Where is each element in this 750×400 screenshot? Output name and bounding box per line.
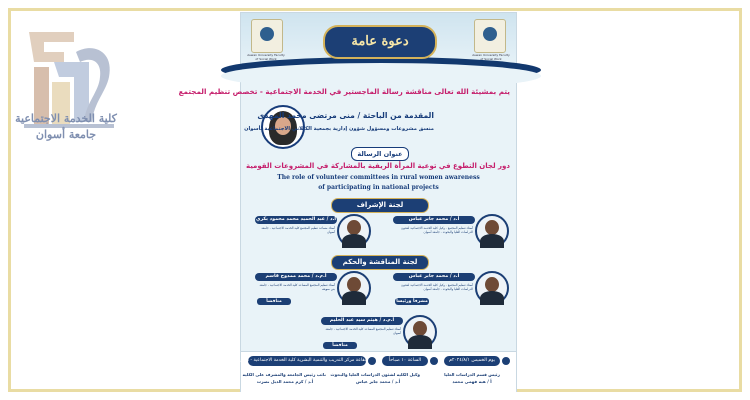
committee-name: أ.م.د / هيثم سيد عبد الحليم [321, 317, 403, 325]
committee-card [251, 271, 371, 303]
discussion-committee-title: لجنة المناقشة والحكم [331, 255, 429, 270]
committee-card [389, 271, 509, 303]
watermark-line-2: جامعة أسوان [35, 128, 97, 141]
invitation-badge: دعوة عامة [323, 25, 437, 59]
faculty-logo-watermark [14, 22, 124, 172]
signature-left-name: أ.د / كرم محمد الدبل نصرت [256, 379, 314, 384]
committee-card [317, 315, 437, 347]
committee-role: مشرفاً ورئيساً [396, 299, 428, 304]
signature-middle-name: أ.د / محمد جابر عباس [355, 379, 401, 384]
presenter-name: المقدمة من الباحثة / منى مرتضى محمد المهدى [257, 111, 434, 120]
committee-role: مناقشاً [257, 298, 291, 305]
signature-right-title: رئيس قسم الدراسات العليا [444, 372, 500, 377]
event-date: يوم الخميس ٢٠٢٤/٨/١م [444, 356, 500, 366]
signature-right-name: أ / هبة فهمي محمد [452, 379, 492, 384]
event-place: بقاعة مركز التدريب والتنمية البشرية كلية الخدمة الاجتماعية - الدور الرابع [248, 356, 366, 366]
signature-left-title: نائب رئيس الجامعة والمشرف على الكلية [242, 372, 326, 377]
watermark-line-1: كلية الخدمة الاجتماعية [15, 112, 117, 125]
supervisor-description: أستاذ تنظيم المجتمع - وكيل كلية الخدمة الاجتماعية لشئون الدراسات العليا والبحوث - جامعة أسوان [401, 226, 473, 234]
supervisor-name: أ.د / محمد جابر عباس [393, 216, 475, 224]
clock-icon [430, 357, 438, 365]
thesis-title-arabic: دور لجان التطوع في توعية المرأة الريفية بالمشاركة في المشروعات القومية [245, 162, 510, 170]
calendar-icon [502, 357, 510, 365]
committee-photo [403, 315, 437, 349]
supervision-committee-title: لجنة الإشراف [331, 198, 429, 213]
committee-name: أ.م.د / محمد ممدوح قاسم [255, 273, 337, 281]
committee-photo [475, 271, 509, 305]
logo-left-caption: Aswan University Faculty of Social Work [247, 53, 285, 61]
supervisor-name: أ.د / عبد الحميد محمد محمود بكري [255, 217, 337, 222]
signature-middle-title: وكيل الكلية لشئون الدراسات العليا والبحوث [330, 372, 420, 377]
supervisor-photo [337, 214, 371, 248]
supervisor-card [389, 214, 509, 246]
supervisor-photo [475, 214, 509, 248]
thesis-title-english-1: The role of volunteer committees in rural women awareness [277, 174, 480, 181]
committee-description: أستاذ تنظيم المجتمع - وكيل كلية الخدمة الاجتماعية لشئون الدراسات العليا والبحوث - جامعة أسوان [401, 283, 473, 291]
committee-description: أستاذ تنظيم المجتمع المساعد كلية الخدمة الاجتماعية - جامعة بني سويف [259, 283, 335, 291]
university-logo-right [474, 19, 506, 53]
thesis-label: عنوان الرسالة [351, 147, 409, 161]
thesis-title-english-2: of participating in national projects [318, 184, 439, 191]
event-time: الساعة ١٠ صباحاً [382, 356, 428, 366]
committee-name: أ.د / محمد جابر عباس [393, 273, 475, 281]
invitation-poster [178, 12, 517, 392]
supervisor-description: أستاذ مساعد تنظيم المجتمع كلية الخدمة الاجتماعية - جامعة أسوان [261, 226, 335, 234]
supervisor-card [251, 214, 371, 246]
logo-right-caption: Aswan University Faculty of Social Work [472, 53, 510, 61]
committee-role: مناقشاً [323, 342, 357, 349]
committee-photo [337, 271, 371, 305]
committee-description: أستاذ تنظيم المجتمع المساعد كلية الخدمة الاجتماعية - جامعة أسوان [325, 327, 401, 335]
announcement-text: يتم بمشيئة الله تعالى مناقشة رسالة الماجستير في الخدمة الاجتماعية - تخصص تنظيم المجتمع [178, 87, 510, 96]
location-icon [368, 357, 376, 365]
presenter-role: منسق مشروعات ومسؤول شؤون إدارية بجمعية الكيلاني الاجتماعية بأسوان [244, 126, 434, 132]
poster-footer [227, 351, 516, 392]
university-logo-left [251, 19, 283, 53]
